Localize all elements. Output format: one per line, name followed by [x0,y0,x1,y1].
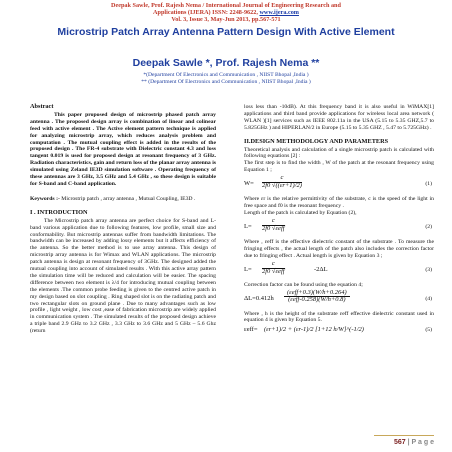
journal-line-3: Vol. 3, Issue 3, May-Jun 2013, pp.567-571 [171,16,281,24]
left-column [30,104,216,335]
eq1-note: Where εr is the relative permittivity of the substrate, c is the speed of the light in free space and f0 is the resonant frequency . [244,196,434,210]
keywords [30,196,216,203]
page-number: 567 | P a g e [394,439,434,446]
intro-body: The Microstrip patch array antenna are perfect choice for S-band and L-band various application due to following features, low profile, small size and conformability. But microstrip antennas suffer from bandwidth limitations. The bandwidth can be increased by adding lossy elements but it affects efficiency of the antenna. So the better method is to use array antenna. This design of microstrip array antenna is for Wimax and WLAN applications. The microstrip patch antenna is design at resonant frequency of 3GHz. The designed added the mutual coupling into account of simulated results . With this active array pattern the simulation time will be reduced and calculation will be easier. The spacing difference between two element is λ/4 for introducing mutual coupling between the elements .The common probe feeding is given to the centred active patch in my design based on slot coupling . Ring shaped slot is on the radiating patch and two rectangular slots on ground plane . Due to many advantages such as low profile , light weight , low cost ,ease of fabrication microstrip are widely applied in communication system . The simulated results of the proposed design achieve a triple band 2.9 GHz to 3.2 GHz , 3.3 GHz to 3.6 GHz and 5 GHz – 5.6 Ghz (return [30,217,216,335]
design-intro: Theoretical analysis and calculation of a single microstrip patch is calculated with following equations [2] : [244,146,434,160]
eq2-intro: Length of the patch is calculated by Equation (2), [244,209,357,216]
right-column [244,104,434,338]
equation-5: εeff= (εr+1)/2 + (εr-1)/2 [1+12 h/W]^(-1/2) (5) [244,326,432,334]
abstract-heading: Abstract [30,103,54,110]
eq2-note: Where , εeff is the effective dielectric constant of the substrate . To measure the fringing effects , the actual length of the patch also includes the correction factor due to fringing effect . Actual length is given by Equation 3 ; [244,238,434,259]
journal-header [0,2,452,24]
equation-4: ΔL=0.412h (εeff+0.3)(W/h+0.264) (εeff-0.258)(W/h+0.8) (4) [244,288,432,304]
equation-3: L= c 2f0 √εeff -2ΔL (3) [244,259,432,275]
paper-title: Microstrip Patch Array Antenna Pattern Design With Active Element [57,26,395,38]
intro-heading: I . INTRODUCTION [30,208,88,216]
keywords-label: Keywords :- [30,195,60,202]
eq3-note: Correction factor can be found using the equation 4; [244,281,363,288]
abstract-body: This paper proposed design of microstrip phased patch array antenna . The proposed design array is combination of linear and colinear feed with active element . The Active element pattern technique is applied for analyzing microstrip array, which reduces analysis problem and computation . The mutual coupling effect is added in the results of the proposed design . The FR-4 substrate with Dielectric constant 4.3 and loss tangent 0.019 is used for proposed design at resonant frequency of 3 GHz. Radiation characteristics, gain and return loss of the planar array antenna is simulated using Zeland IE3D simulation software . Operating frequency of these antennas are 3 GHz, 3.5 GHz and 5.4 GHz , so these design is suitable for S-band and C-band application. [30,111,216,187]
journal-website-link[interactable]: www.ijera.com [259,9,299,17]
keywords-text: Microstrip patch , array antenna , Mutual Coupling, IE3D . [61,195,196,202]
journal-line-2: Applications (IJERA) ISSN: 2248-9622, www.ijera.com [153,9,299,17]
journal-line-1: Deepak Sawle, Prof. Rajesh Nema / International Journal of Engineering Research and [111,2,341,9]
footer-rule [374,435,434,436]
affiliation-2: ** (Department Of Electronics and Communication , NIIST Bhopal ,India ) [141,79,311,85]
eq4-note: Where , h is the height of the substrate εeff effective dielectric constant used in equation 4 is given by Equation 5. [244,310,434,324]
design-heading: II.DESIGN METHODOLOGY AND PARAMETERS [244,137,389,145]
design-step: The first step is to find the width , W of the patch at the resonant frequency using Equation 1 ; [244,160,434,174]
affiliation-1: *(Department Of Electronics and Communication , NIIST Bhopal ,India ) [143,72,309,78]
intro-continuation: loss less than -10dB). At this frequency band it is also useful in WiMAX[1] applications and third band provide applications for wireless local area network ( WLAN )[1] services such as IEEE 802.11a in the USA (5.15 to 5.35 GHZ,5.7 to 5.825GHz ) and HIPERLAN/2 in Europe (5.15 to 5.35 GHZ , 5.47 to 5.725GHz) . [244,104,434,131]
equation-2: L= c 2f0 √εeff (2) [244,216,432,232]
paper-authors: Deepak Sawle *, Prof. Rajesh Nema ** [132,57,320,69]
equation-1: W= $\frac{c}{2f0 √((\varepsilon r+1)/2)}$ (1) [244,174,432,190]
